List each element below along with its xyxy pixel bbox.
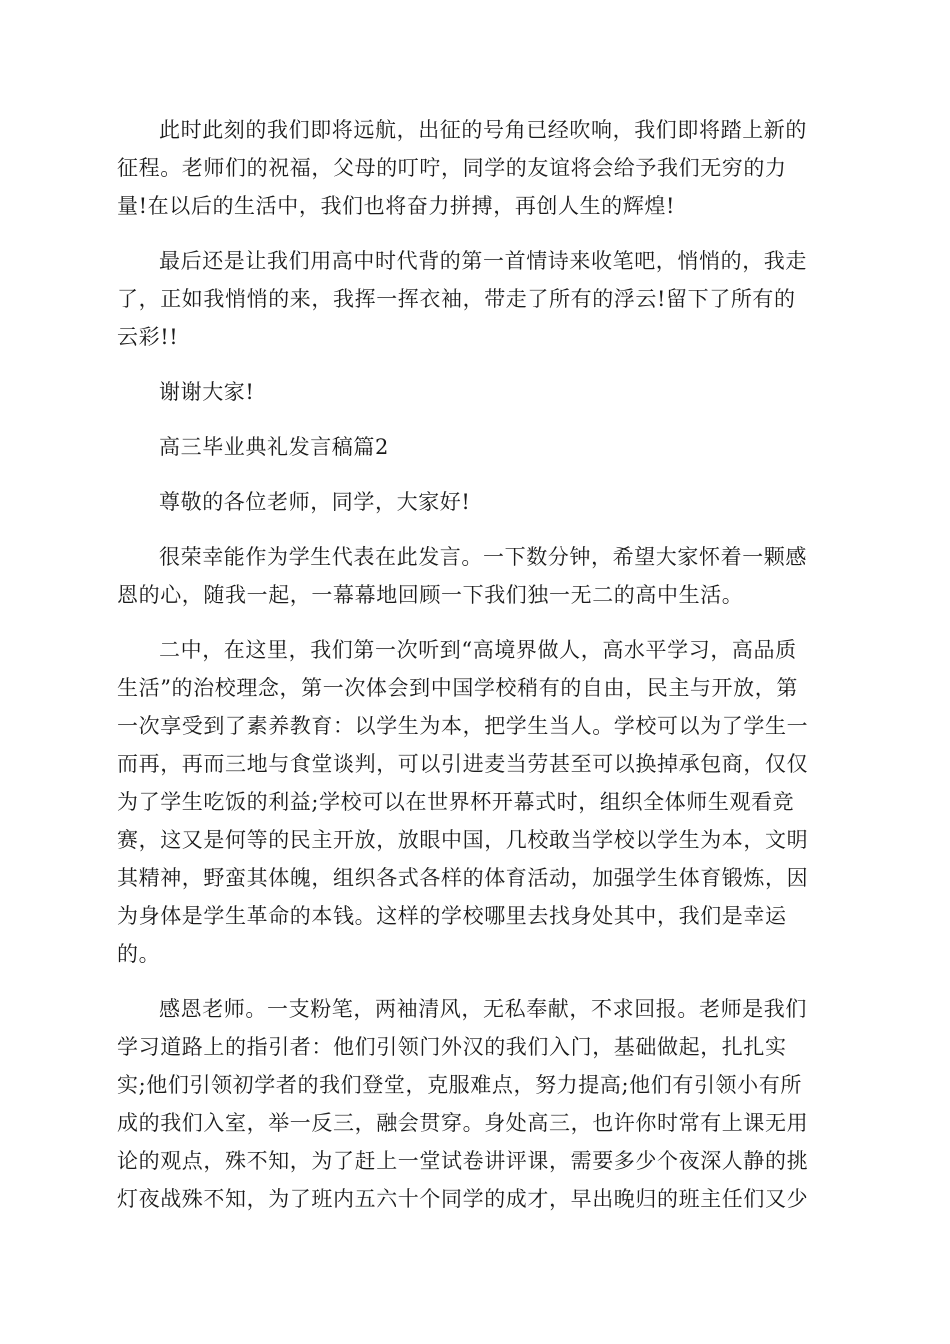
- text-line: 量!在以后的生活中，我们也将奋力拼搏，再创人生的辉煌!: [117, 194, 676, 218]
- text-line: 此时此刻的我们即将远航，出征的号角已经吹响，我们即将踏上新的: [159, 118, 807, 142]
- paragraph-farewell: [117, 111, 839, 225]
- text-line: 而再，再而三地与食堂谈判，可以引进麦当劳甚至可以换掉承包商，仅仅: [117, 752, 809, 776]
- text-line: 为了学生吃饭的利益;学校可以在世界杯开幕式时，组织全体师生观看竞: [117, 790, 795, 814]
- text-line: 一次享受到了素养教育：以学生为本，把学生当人。学校可以为了学生一: [117, 714, 809, 738]
- document-body: [117, 111, 839, 1235]
- text-line: 云彩!!: [117, 325, 179, 349]
- text-line: 恩的心，随我一起，一幕幕地回顾一下我们独一无二的高中生活。: [117, 583, 744, 607]
- text-line: 感恩老师。一支粉笔，两袖清风，无私奉献，不求回报。老师是我们: [159, 997, 807, 1021]
- text-line: 学习道路上的指引者：他们引领门外汉的我们入门，基础做起，扎扎实: [117, 1035, 787, 1059]
- text-line: 其精神，野蛮其体魄，组织各式各样的体育活动，加强学生体育锻炼，因: [117, 866, 809, 890]
- text-line: 论的观点，殊不知，为了赶上一堂试卷讲评课，需要多少个夜深人静的挑: [117, 1149, 809, 1173]
- text-line: 赛，这又是何等的民主开放，放眼中国，几校敢当学校以学生为本，文明: [117, 828, 809, 852]
- paragraph-school: [117, 631, 839, 973]
- paragraph-intro: [117, 538, 839, 614]
- text-line: 征程。老师们的祝福，父母的叮咛，同学的友谊将会给予我们无穷的力: [117, 156, 787, 180]
- text-line: 最后还是让我们用高中时代背的第一首情诗来收笔吧，悄悄的，我走: [159, 249, 807, 273]
- section-title: 高三毕业典礼发言稿篇2: [159, 435, 389, 459]
- text-line: 生活”的治校理念，第一次体会到中国学校稍有的自由，民主与开放，第: [117, 676, 798, 700]
- text-line: 了，正如我悄悄的来，我挥一挥衣袖，带走了所有的浮云!留下了所有的: [117, 287, 796, 311]
- thanks-line: 谢谢大家!: [159, 380, 255, 404]
- paragraph-teachers: [117, 990, 839, 1218]
- text-line: 的。: [117, 942, 161, 966]
- text-line: 灯夜战殊不知，为了班内五六十个同学的成才，早出晚归的班主任们又少: [117, 1187, 809, 1211]
- paragraph-closing-poem: [117, 242, 839, 356]
- text-line: 很荣幸能作为学生代表在此发言。一下数分钟，希望大家怀着一颗感: [159, 545, 807, 569]
- text-line: 实;他们引领初学者的我们登堂，克服难点，努力提高;他们有引领小有所: [117, 1073, 802, 1097]
- text-line: 为身体是学生革命的本钱。这样的学校哪里去找身处其中，我们是幸运: [117, 904, 787, 928]
- greeting-line: 尊敬的各位老师，同学，大家好!: [159, 490, 471, 514]
- text-line: 二中，在这里，我们第一次听到“高境界做人，高水平学习，高品质: [159, 638, 797, 662]
- text-line: 成的我们入室，举一反三，融会贯穿。身处高三，也许你时常有上课无用: [117, 1111, 809, 1135]
